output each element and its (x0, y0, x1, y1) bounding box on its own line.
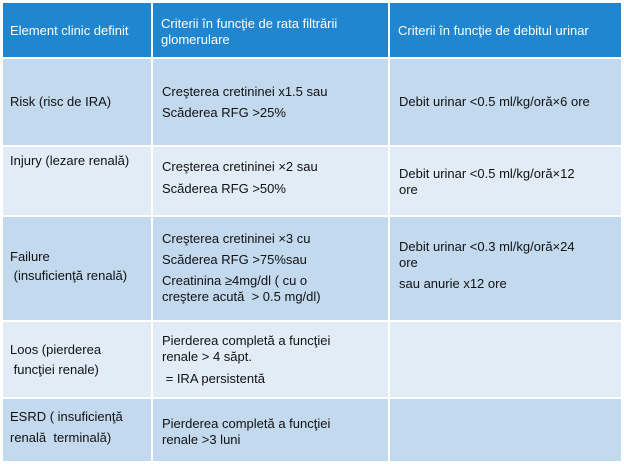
row-loss-element (3, 322, 151, 397)
row-injury-gfr-line2: Scăderea RFG >50% (162, 181, 286, 196)
row-esrd-gfr-line2: renale >3 luni (162, 432, 241, 447)
row-injury-element (3, 147, 151, 215)
header-element-text: Element clinic definit (10, 23, 129, 38)
row-loss-urine (390, 322, 621, 397)
row-failure-urine (390, 217, 621, 320)
header-element (3, 3, 151, 57)
row-risk-gfr (153, 59, 388, 145)
row-esrd-element-line2: renală terminală) (10, 430, 112, 445)
row-loss-gfr (153, 322, 388, 397)
row-failure-element-line2: (insuficienţă renală) (10, 268, 128, 283)
row-failure-gfr-line2: Scăderea RFG >75%sau (162, 252, 307, 267)
row-risk-urine (390, 59, 621, 145)
row-failure-urine-line2: ore (399, 255, 418, 270)
row-failure-element-line1: Failure (10, 249, 50, 264)
row-injury-urine (390, 147, 621, 215)
row-risk-gfr-line2: Scăderea RFG >25% (162, 105, 286, 120)
row-failure-gfr-line4: creştere acută > 0.5 mg/dl) (162, 289, 321, 304)
row-injury-urine-line2: ore (399, 182, 418, 197)
row-loss-element-line2: funcţiei renale) (10, 362, 99, 377)
row-esrd-element-line1: ESRD ( insuficienţă (10, 409, 123, 424)
row-risk-element-text: Risk (risc de IRA) (10, 94, 112, 109)
header-urine (390, 3, 621, 57)
header-gfr-line2: glomerulare (161, 32, 230, 47)
row-loss-element-line1: Loos (pierderea (10, 342, 102, 357)
row-failure-gfr-line3: Creatinina ≥4mg/dl ( cu o (162, 273, 308, 288)
row-loss-gfr-line3: = IRA persistentă (162, 371, 265, 386)
row-esrd-element (3, 399, 151, 461)
row-loss-gfr-line1: Pierderea completă a funcţiei (162, 333, 331, 348)
row-loss-gfr-line2: renale > 4 săpt. (162, 349, 252, 364)
row-failure-urine-line1: Debit urinar <0.3 ml/kg/oră×24 (399, 239, 575, 254)
row-injury-element-text: Injury (lezare renală) (10, 153, 130, 168)
row-injury-urine-line1: Debit urinar <0.5 ml/kg/oră×12 (399, 166, 575, 181)
row-risk-gfr-line1: Creşterea cretininei x1.5 sau (162, 84, 328, 99)
row-risk-element (3, 59, 151, 145)
row-failure-urine-line3: sau anurie x12 ore (399, 276, 507, 291)
header-gfr (153, 3, 388, 57)
row-failure-gfr (153, 217, 388, 320)
row-injury-gfr-line1: Creşterea cretininei ×2 sau (162, 159, 318, 174)
row-failure-gfr-line1: Creşterea cretininei ×3 cu (162, 231, 311, 246)
row-esrd-urine (390, 399, 621, 461)
header-gfr-line1: Criterii în funcţie de rata filtrării (161, 16, 338, 31)
row-injury-gfr (153, 147, 388, 215)
row-esrd-gfr-line1: Pierderea completă a funcţiei (162, 416, 331, 431)
criteria-table (3, 3, 621, 461)
row-risk-urine-text: Debit urinar <0.5 ml/kg/oră×6 ore (399, 94, 590, 109)
row-failure-element (3, 217, 151, 320)
row-esrd-gfr (153, 399, 388, 461)
header-urine-text: Criterii în funcţie de debitul urinar (398, 23, 589, 38)
